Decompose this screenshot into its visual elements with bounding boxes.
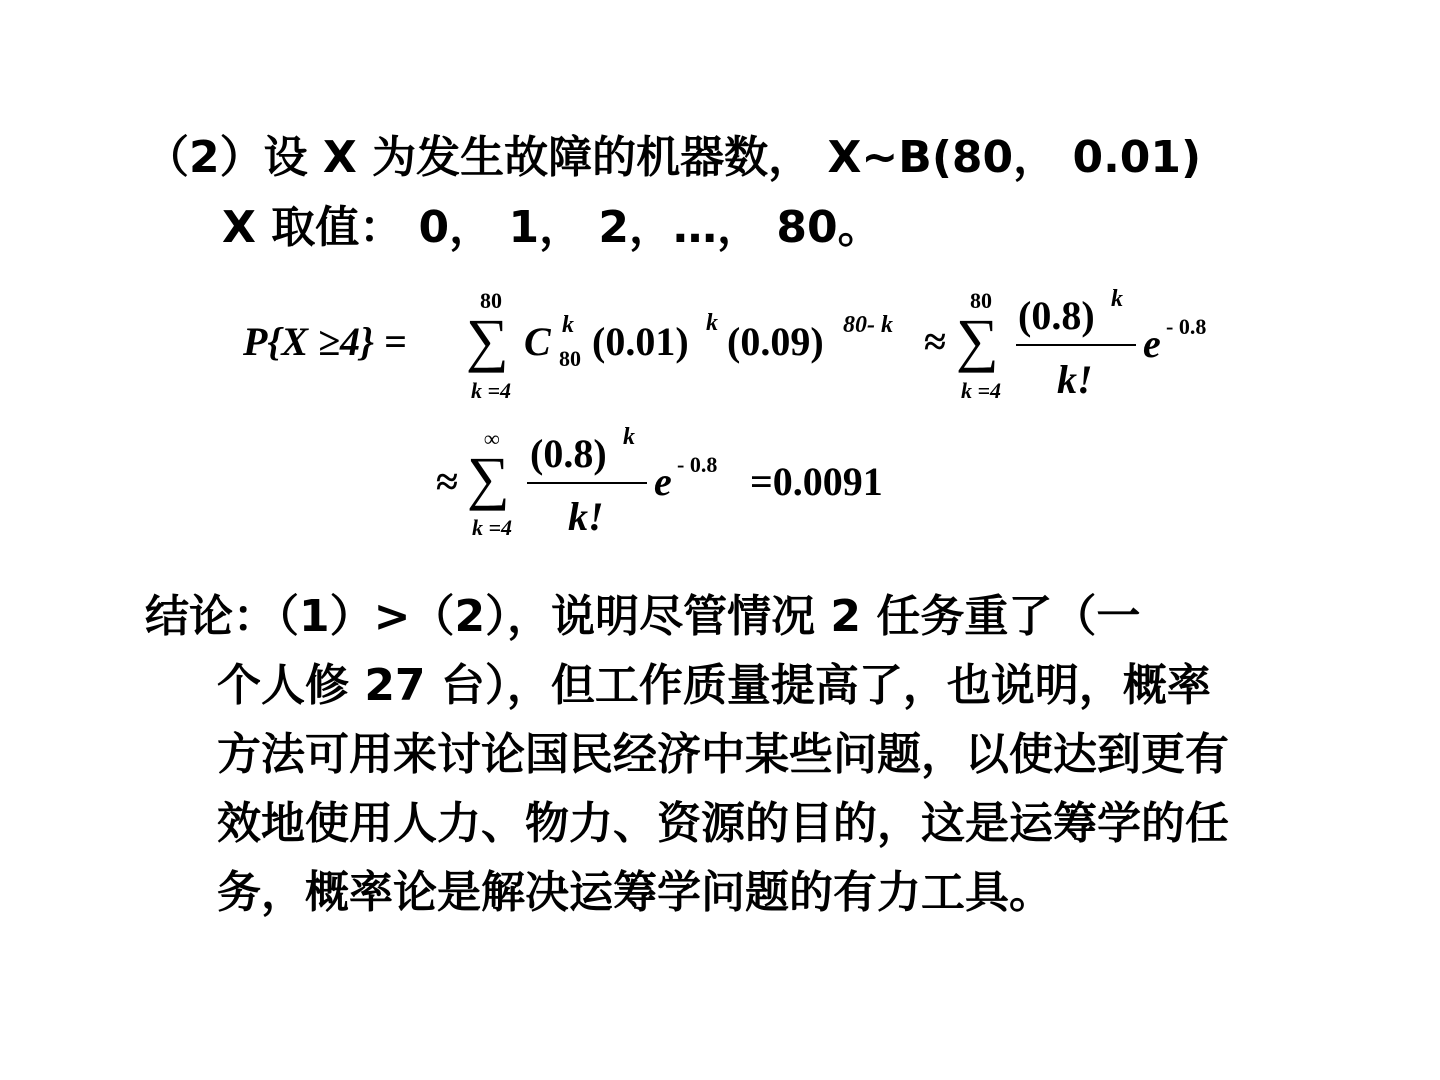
frac1-num-exp: k — [1111, 286, 1123, 312]
frac2-bar — [527, 482, 647, 484]
conclusion — [145, 582, 1335, 927]
conclusion-line-5: 务，概率论是解决运筹学问题的有力工具。 — [217, 867, 1053, 918]
e-2-exp: - 0.8 — [677, 452, 718, 477]
sum3-sigma-icon: ∑ — [467, 445, 510, 511]
binom-sub: 80 — [559, 346, 581, 371]
e-1: e — [1143, 321, 1161, 366]
binom-c: C — [524, 319, 551, 364]
part2-heading: （2）设 X 为发生故障的机器数， X~B(80， 0.01) — [145, 132, 1202, 183]
e-1-exp: - 0.8 — [1166, 314, 1207, 339]
p-term: (0.01) — [592, 319, 689, 364]
sum1-lower: k =4 — [471, 378, 512, 403]
sum2-lower: k =4 — [961, 378, 1002, 403]
conclusion-line-2: 个人修 27 台），但工作质量提高了，也说明，概率 — [217, 660, 1211, 711]
frac2-num: (0.8) — [530, 431, 607, 476]
sum2-upper: 80 — [970, 288, 992, 313]
q-exp: 80- k — [843, 312, 893, 338]
sum3-upper: ∞ — [484, 426, 500, 451]
conclusion-line-3: 方法可用来讨论国民经济中某些问题，以使达到更有 — [217, 729, 1229, 780]
p-exp: k — [706, 310, 718, 336]
frac2-num-exp: k — [623, 424, 635, 450]
value-range: X 取值： 0， 1， 2，…， 80。 — [222, 202, 882, 253]
approx-1: ≈ — [924, 319, 946, 364]
formula-lhs: P{X ≥4} = — [243, 319, 407, 364]
frac1-num: (0.8) — [1018, 293, 1095, 338]
frac1-den: k! — [1057, 357, 1093, 402]
sum1-upper: 80 — [480, 288, 502, 313]
frac2-den: k! — [568, 494, 604, 539]
sum2-sigma-icon: ∑ — [956, 307, 999, 373]
binom-sup: k — [562, 312, 574, 338]
conclusion-line-1: 结论：（1）>（2），说明尽管情况 2 任务重了（一 — [145, 591, 1141, 642]
approx-2: ≈ — [436, 459, 458, 504]
q-term: (0.09) — [727, 319, 824, 364]
sum1-sigma-icon: ∑ — [466, 307, 509, 373]
result: =0.0091 — [750, 459, 883, 504]
conclusion-line-4: 效地使用人力、物力、资源的目的，这是运筹学的任 — [217, 798, 1229, 849]
e-2: e — [654, 459, 672, 504]
sum3-lower: k =4 — [472, 515, 513, 540]
